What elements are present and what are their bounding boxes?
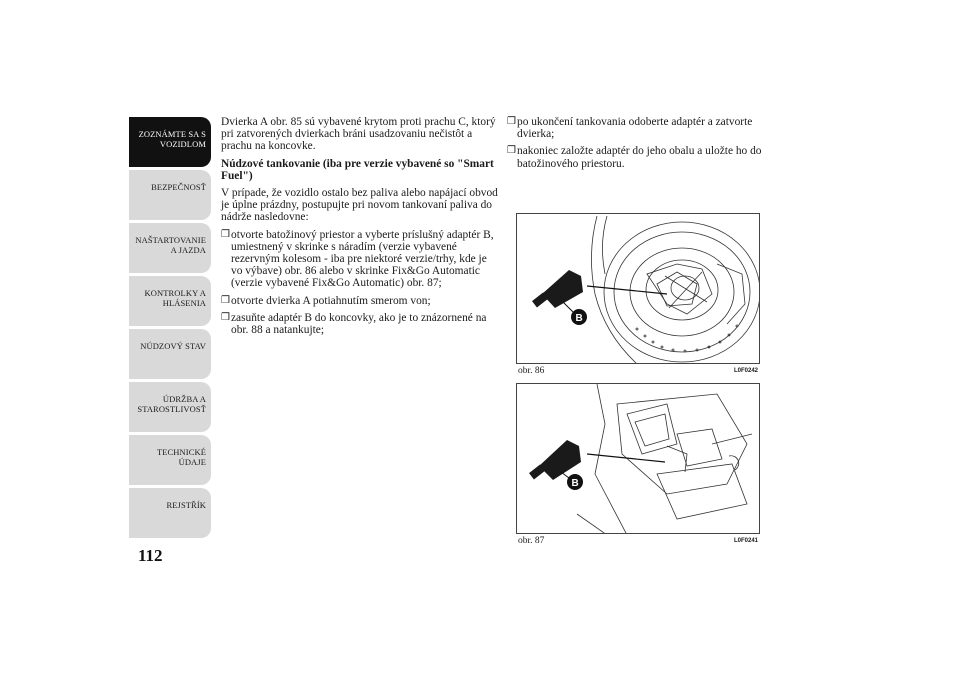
text-column-left (221, 116, 499, 341)
figure-number: obr. 87 (518, 536, 545, 546)
tab-label: TECHNICKÉ ÚDAJE (156, 447, 206, 467)
tab-nudzovy-stav[interactable] (129, 329, 211, 382)
list-item-text: zasuňte adaptér B do koncovky, ako je to znázornené na obr. 88 a natankujte; (231, 311, 487, 337)
figure-87 (516, 383, 760, 548)
checkbox-bullet-icon: ❒ (221, 311, 230, 323)
tab-rejstrik[interactable] (129, 488, 211, 541)
checkbox-bullet-icon: ❒ (507, 145, 516, 157)
body-paragraph: V prípade, že vozidlo ostalo bez paliva alebo napájací obvod je úplne prázdny, postupujte pri novom tankovaní paliva do nádrže nasledovne: (221, 187, 498, 224)
figure-86 (516, 213, 760, 378)
list-item (221, 295, 499, 307)
list-item (507, 116, 777, 140)
intro-paragraph: Dvierka A obr. 85 sú vybavené krytom proti prachu C, ktorý pri zatvorených dvierkach bráni usadzovaniu nečistôt a prachu na koncovke. (221, 116, 496, 153)
svg-text:B: B (571, 478, 579, 489)
tab-label: NAŠTARTOVANIE A JAZDA (135, 235, 206, 255)
page-number: 112 (138, 546, 163, 565)
tab-technicke-udaje[interactable] (129, 435, 211, 488)
tab-nastartovanie[interactable] (129, 223, 211, 276)
text-column-right (507, 116, 777, 175)
list-item-text: nakoniec založte adaptér do jeho obalu a uložte ho do batožinového priestoru. (517, 145, 762, 170)
checkbox-bullet-icon: ❒ (507, 116, 516, 127)
figure-code: L0F0241 (733, 538, 758, 544)
tab-label: NÚDZOVÝ STAV (140, 341, 206, 351)
list-item (507, 145, 777, 169)
tab-label: KONTROLKY A HLÁSENIA (144, 288, 206, 308)
tab-bezpecnost[interactable] (129, 170, 211, 223)
checkbox-bullet-icon: ❒ (221, 228, 230, 240)
list-item-text: otvorte dvierka A potiahnutím smerom von; (231, 294, 431, 307)
figure-code: L0F0242 (733, 368, 758, 374)
figure-number: obr. 86 (518, 366, 545, 376)
figure-illustration (516, 383, 760, 534)
list-item (221, 312, 499, 336)
section-heading: Núdzové tankovanie (iba pre verzie vybavené so "Smart Fuel") (221, 157, 494, 182)
fix-and-go-illustration (517, 384, 760, 534)
figure-caption (516, 534, 760, 548)
checkbox-bullet-icon: ❒ (221, 294, 230, 306)
list-item (221, 229, 499, 290)
tab-zoznamte-sa[interactable] (129, 117, 211, 170)
svg-text:B: B (575, 313, 583, 324)
tab-udrzba[interactable] (129, 382, 211, 435)
figure-caption (516, 364, 760, 378)
figure-illustration (516, 213, 760, 364)
tab-label: BEZPEČNOSŤ (151, 182, 206, 192)
tab-kontrolky[interactable] (129, 276, 211, 329)
list-item-text: otvorte batožinový priestor a vyberte príslušný adaptér B, umiestnený v skrinke s náradím (verzie vybavené rezervným kolesom - iba pre niektoré verzie/trhy, kde je vo výbave) obr. 86 alebo v skrinke Fix&Go Automatic (verzie vybavené Fix&Go Automatic) obr. 87; (231, 228, 494, 290)
tab-label: ÚDRŽBA A STAROSTLIVOSŤ (137, 394, 206, 414)
chapter-tabs (129, 117, 211, 541)
list-item-text: po ukončení tankovania odoberte adaptér a zatvorte dvierka; (517, 116, 753, 141)
tab-label: ZOZNÁMTE SA S VOZIDLOM (138, 129, 206, 149)
tab-label: REJSTŘÍK (166, 500, 206, 510)
spare-wheel-illustration (517, 214, 760, 364)
